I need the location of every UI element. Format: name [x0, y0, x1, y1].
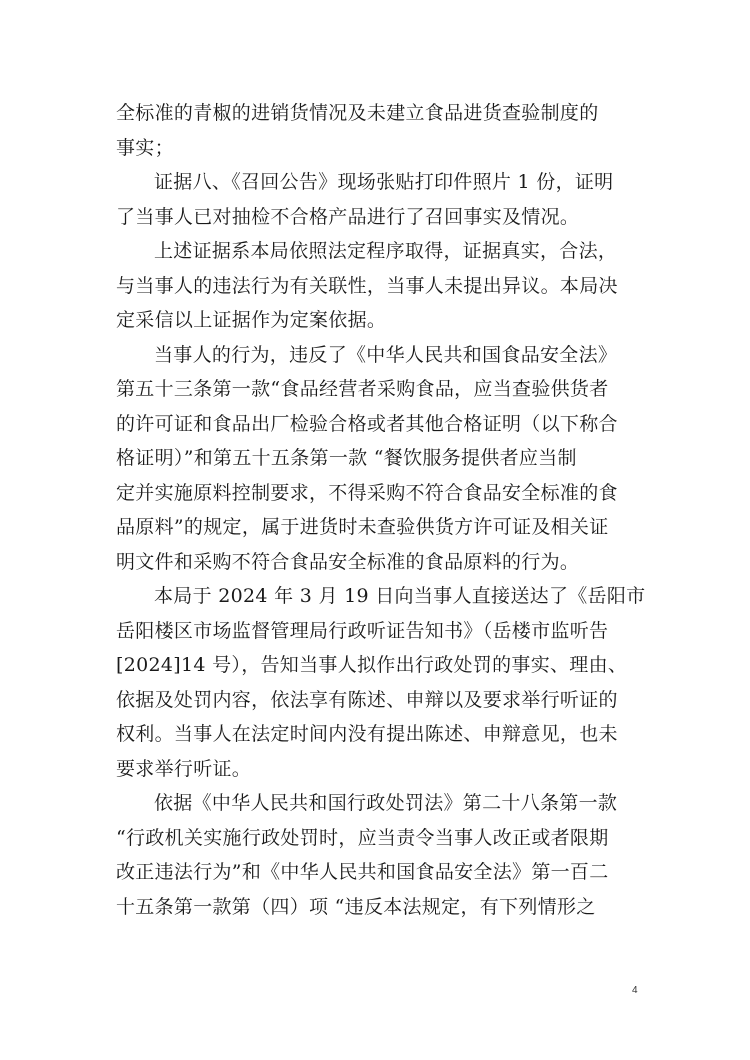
text-line: 定采信以上证据作为定案依据。: [116, 309, 387, 331]
text-line: 依据及处罚内容，依法享有陈述、申辩以及要求举行听证的: [116, 688, 618, 711]
text-line: 与当事人的违法行为有关联性，当事人未提出异议。本局决: [116, 274, 618, 297]
text-line: 依据《中华人民共和国行政处罚法》第二十八条第一款: [154, 792, 618, 814]
text-line: 全标准的青椒的进销货情况及未建立食品进货查验制度的: [116, 102, 599, 124]
text-line: “行政机关实施行政处罚时，应当责令当事人改正或者限期: [116, 826, 609, 849]
text-line: 了当事人已对抽检不合格产品进行了召回事实及情况。: [116, 205, 580, 228]
page-number: 4: [632, 985, 638, 996]
text-line: 明文件和采购不符合食品安全标准的食品原料的行为。: [116, 550, 580, 573]
text-line: 岳阳楼区市场监督管理局行政听证告知书》（岳楼市监听告: [116, 619, 609, 642]
document-body: [116, 96, 646, 924]
text-line: 要求举行听证。: [116, 757, 252, 780]
text-line: 改正违法行为”和《中华人民共和国食品安全法》第一百二: [116, 861, 609, 883]
text-line: 第五十三条第一款“食品经营者采购食品，应当查验供货者: [116, 378, 609, 400]
text-line: 当事人的行为，违反了《中华人民共和国食品安全法》: [154, 343, 618, 366]
text-line: 十五条第一款第（四）项 “违反本法规定，有下列情形之: [116, 895, 596, 918]
text-line: 证据八、《召回公告》现场张贴打印件照片 1 份，证明: [154, 171, 614, 193]
text-line: 上述证据系本局依照法定程序取得，证据真实，合法，: [154, 240, 618, 262]
text-line: 的许可证和食品出厂检验合格或者其他合格证明（以下称合: [116, 412, 618, 435]
text-line: 权利。当事人在法定时间内没有提出陈述、申辩意见，也未: [116, 723, 618, 745]
text-line: 品原料”的规定，属于进货时未查验供货方许可证及相关证: [116, 516, 609, 538]
text-line: [2024]14 号），告知当事人拟作出行政处罚的事实、理由、: [116, 654, 628, 676]
text-line: 事实；: [116, 136, 174, 159]
text-line: 本局于 2024 年 3 月 19 日向当事人直接送达了《岳阳市: [154, 585, 646, 607]
text-line: 定并实施原料控制要求，不得采购不符合食品安全标准的食: [116, 481, 618, 504]
text-line: 格证明）”和第五十五条第一款 “餐饮服务提供者应当制: [116, 447, 577, 469]
